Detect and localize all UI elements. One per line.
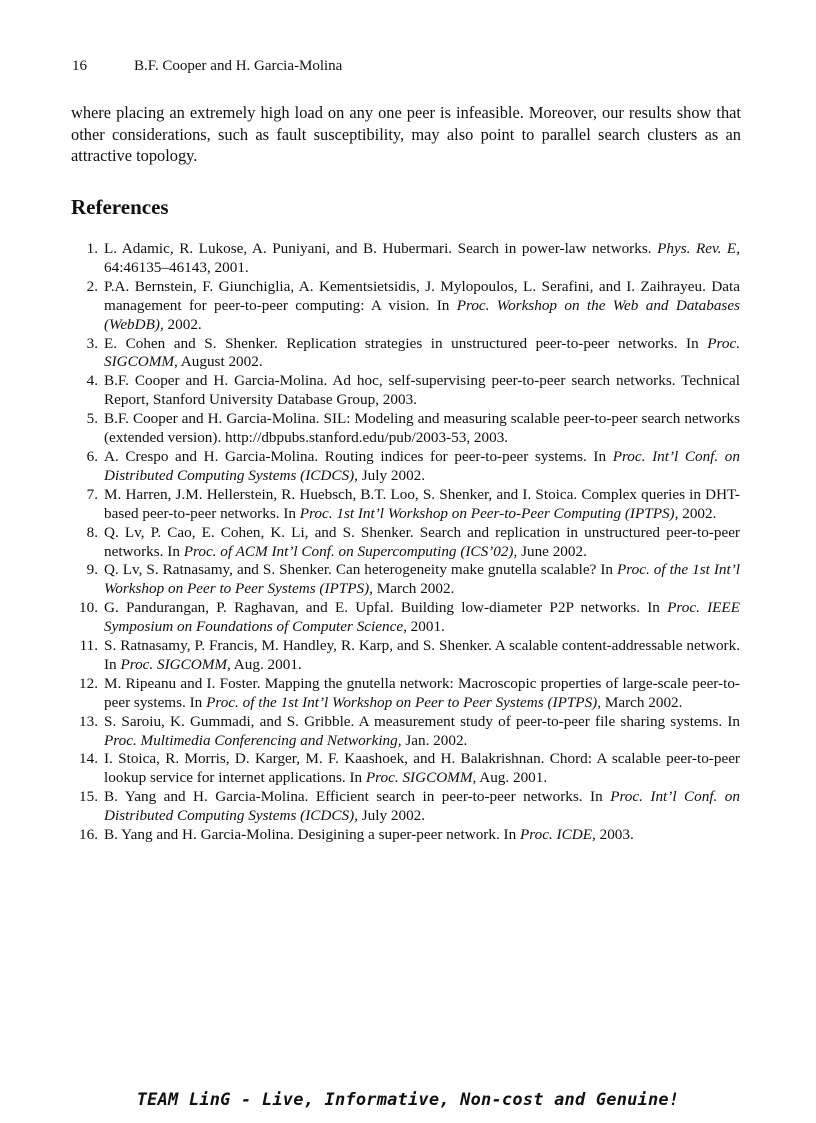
reference-venue: Proc. SIGCOMM, bbox=[104, 334, 740, 371]
reference-text bbox=[104, 486, 740, 524]
reference-item bbox=[72, 826, 740, 845]
reference-number: 4. bbox=[86, 372, 98, 390]
reference-number: 12. bbox=[79, 674, 98, 692]
reference-main: I. Stoica, R. Morris, D. Karger, M. F. Kaashoek, and H. Balakrishnan. Chord: A scalable peer-to-peer lookup service for internet applications. In bbox=[104, 750, 740, 787]
reference-tail: August 2002. bbox=[177, 353, 263, 371]
reference-main: Q. Lv, S. Ratnasamy, and S. Shenker. Can heterogeneity make gnutella scalable? In bbox=[104, 561, 618, 579]
reference-venue: Proc. Int’l Conf. on Distributed Computing Systems (ICDCS), bbox=[104, 788, 740, 825]
reference-tail: 2001. bbox=[406, 618, 445, 636]
reference-text bbox=[104, 788, 740, 826]
reference-number: 3. bbox=[86, 334, 98, 352]
reference-item bbox=[72, 524, 740, 562]
reference-number: 16. bbox=[79, 826, 98, 844]
reference-text bbox=[104, 750, 740, 788]
reference-text bbox=[104, 637, 740, 675]
reference-number: 15. bbox=[79, 788, 98, 806]
references-heading: References bbox=[71, 195, 169, 219]
reference-item bbox=[72, 561, 740, 599]
reference-tail: Aug. 2001. bbox=[230, 655, 302, 673]
reference-list bbox=[72, 240, 740, 845]
reference-main: S. Saroiu, K. Gummadi, and S. Gribble. A measurement study of peer-to-peer file sharing systems. In bbox=[104, 712, 740, 730]
reference-text bbox=[104, 278, 740, 335]
reference-main: Q. Lv, P. Cao, E. Cohen, K. Li, and S. Shenker. Search and replication in unstructured peer-to-peer networks. In bbox=[104, 523, 740, 560]
reference-text bbox=[104, 448, 740, 486]
reference-tail: Jan. 2002. bbox=[401, 731, 468, 749]
reference-tail: July 2002. bbox=[357, 466, 426, 484]
reference-tail: 2002. bbox=[163, 315, 202, 333]
reference-main: M. Harren, J.M. Hellerstein, R. Huebsch, B.T. Loo, S. Shenker, and I. Stoica. Complex queries in DHT-based peer-to-peer networks. In bbox=[104, 485, 740, 522]
reference-item bbox=[72, 788, 740, 826]
reference-main: E. Cohen and S. Shenker. Replication strategies in unstructured peer-to-peer networks. In bbox=[104, 334, 708, 352]
footer-banner: TEAM LinG - Live, Informative, Non-cost and Genuine! bbox=[136, 1090, 680, 1110]
reference-tail: March 2002. bbox=[601, 693, 683, 711]
reference-venue: Proc. SIGCOMM, bbox=[365, 769, 477, 787]
reference-number: 8. bbox=[86, 523, 98, 541]
reference-tail: 2003. bbox=[595, 826, 634, 844]
running-head-authors: B.F. Cooper and H. Garcia-Molina bbox=[134, 58, 343, 74]
reference-venue: Proc. of the 1st Int’l Workshop on Peer to Peer Systems (IPTPS), bbox=[104, 561, 740, 598]
reference-main: P.A. Bernstein, F. Giunchiglia, A. Kementsietsidis, J. Mylopoulos, L. Serafini, and I. Zaihrayeu. Data management for peer-to-peer computing: A vision. In bbox=[104, 277, 740, 314]
reference-main: L. Adamic, R. Lukose, A. Puniyani, and B. Hubermari. Search in power-law networks. bbox=[104, 240, 658, 257]
reference-item bbox=[72, 713, 740, 751]
reference-number: 9. bbox=[86, 561, 98, 579]
reference-number: 11. bbox=[79, 637, 98, 655]
reference-venue: Proc. Int’l Conf. on Distributed Computing Systems (ICDCS), bbox=[104, 447, 740, 484]
reference-main: G. Pandurangan, P. Raghavan, and E. Upfal. Building low-diameter P2P networks. In bbox=[104, 599, 668, 617]
reference-main: M. Ripeanu and I. Foster. Mapping the gnutella network: Macroscopic properties of large-scale peer-to-peer systems. In bbox=[104, 674, 740, 711]
reference-text bbox=[104, 713, 740, 751]
reference-number: 14. bbox=[79, 750, 98, 768]
reference-main: A. Crespo and H. Garcia-Molina. Routing indices for peer-to-peer systems. In bbox=[104, 447, 613, 465]
reference-tail: Aug. 2001. bbox=[476, 769, 548, 787]
reference-number: 10. bbox=[79, 599, 98, 617]
reference-venue: Proc. 1st Int’l Workshop on Peer-to-Peer Computing (IPTPS), bbox=[299, 504, 679, 522]
reference-venue: Proc. of ACM Int’l Conf. on Supercomputing (ICS’02), bbox=[183, 542, 518, 560]
reference-text bbox=[104, 335, 740, 373]
reference-tail: July 2002. bbox=[357, 807, 426, 825]
reference-item bbox=[72, 750, 740, 788]
reference-item bbox=[72, 675, 740, 713]
reference-venue: Phys. Rev. E, bbox=[657, 240, 740, 257]
intro-paragraph: where placing an extremely high load on any one peer is infeasible. Moreover, our results show that other considerations, such as fault susceptibility, may also point to parallel search clusters as an attractive topology. bbox=[71, 103, 741, 165]
reference-text bbox=[104, 410, 740, 448]
reference-tail: June 2002. bbox=[517, 542, 587, 560]
reference-main: B. Yang and H. Garcia-Molina. Desigining a super-peer network. In bbox=[104, 826, 520, 844]
page-number: 16 bbox=[72, 58, 87, 74]
reference-venue: Proc. ICDE, bbox=[520, 826, 596, 844]
reference-item bbox=[72, 410, 740, 448]
reference-venue: Proc. of the 1st Int’l Workshop on Peer to Peer Systems (IPTPS), bbox=[206, 693, 602, 711]
reference-number: 1. bbox=[86, 240, 98, 257]
reference-item bbox=[72, 486, 740, 524]
running-head bbox=[72, 58, 342, 75]
reference-item bbox=[72, 637, 740, 675]
reference-item bbox=[72, 335, 740, 373]
reference-number: 6. bbox=[86, 447, 98, 465]
reference-venue: Proc. IEEE Symposium on Foundations of Computer Science, bbox=[104, 599, 740, 636]
reference-main: B.F. Cooper and H. Garcia-Molina. SIL: Modeling and measuring scalable peer-to-peer search networks (extended version). http://dbpubs.stanford.edu/pub/2003-53, 2003. bbox=[104, 410, 740, 447]
reference-number: 2. bbox=[86, 277, 98, 295]
reference-number: 7. bbox=[86, 485, 98, 503]
reference-number: 5. bbox=[86, 410, 98, 428]
reference-text bbox=[104, 599, 740, 637]
reference-item bbox=[72, 240, 740, 278]
reference-text bbox=[104, 561, 740, 599]
reference-item bbox=[72, 372, 740, 410]
reference-main: B.F. Cooper and H. Garcia-Molina. Ad hoc, self-supervising peer-to-peer search networks. Technical Report, Stanford University Database Group, 2003. bbox=[104, 372, 740, 409]
reference-text bbox=[104, 372, 740, 410]
reference-text bbox=[104, 524, 740, 562]
reference-main: B. Yang and H. Garcia-Molina. Efficient search in peer-to-peer networks. In bbox=[104, 788, 611, 806]
reference-text bbox=[104, 240, 740, 278]
reference-main: S. Ratnasamy, P. Francis, M. Handley, R. Karp, and S. Shenker. A scalable content-addressable network. In bbox=[104, 637, 740, 673]
reference-number: 13. bbox=[79, 712, 98, 730]
reference-text bbox=[104, 826, 740, 845]
reference-item bbox=[72, 278, 740, 335]
reference-venue: Proc. SIGCOMM, bbox=[120, 655, 231, 673]
reference-tail: March 2002. bbox=[372, 580, 455, 598]
reference-item bbox=[72, 599, 740, 637]
reference-item bbox=[72, 448, 740, 486]
reference-venue: Proc. Multimedia Conferencing and Networking, bbox=[104, 731, 402, 749]
reference-venue: Proc. Workshop on the Web and Databases (WebDB), bbox=[104, 296, 740, 333]
reference-tail: 64:46135–46143, 2001. bbox=[104, 258, 249, 276]
reference-tail: 2002. bbox=[678, 504, 717, 522]
reference-text bbox=[104, 675, 740, 713]
